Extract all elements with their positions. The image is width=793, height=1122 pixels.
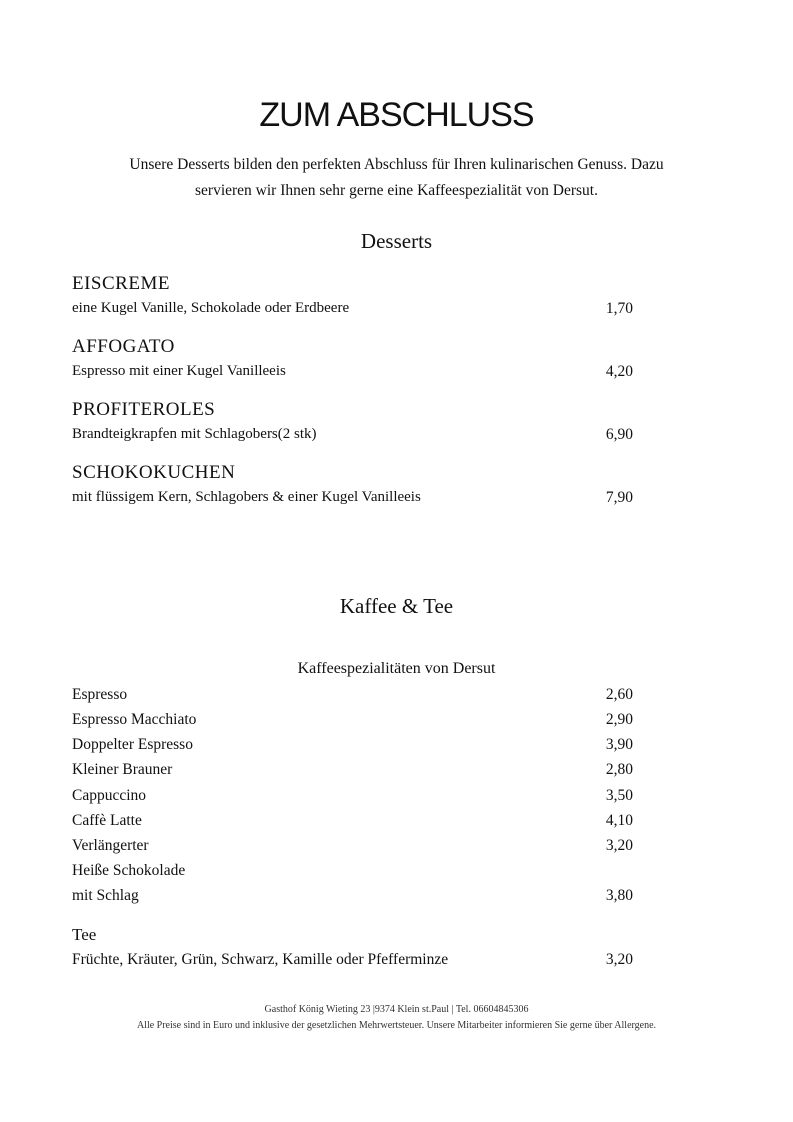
drink-name: Doppelter Espresso [72,736,193,753]
kaffee-subheading: Kaffeespezialitäten von Dersut [297,660,496,677]
dessert-name: AFFOGATO [72,336,175,357]
page-title: ZUM ABSCHLUSS [259,96,534,134]
drink-price: 2,60 [605,686,633,703]
intro-text [90,152,703,204]
drink-price: 3,20 [605,837,633,854]
tee-heading: Tee [72,925,97,944]
drink-name: Kleiner Brauner [72,761,173,778]
drink-price: 3,80 [605,887,633,904]
drink-name: Caffè Latte [72,812,142,829]
drink-name: Espresso [72,686,128,703]
dessert-price: 1,70 [605,300,633,317]
drink-price: 3,90 [605,736,633,753]
dessert-desc: Espresso mit einer Kugel Vanilleeis [72,363,286,379]
tee-price: 3,20 [605,951,633,968]
drink-price: 3,50 [605,787,633,804]
dessert-name: EISCREME [72,273,170,294]
drink-price: 4,10 [605,812,633,829]
dessert-name: PROFITEROLES [72,399,216,420]
drink-name: Cappuccino [72,787,147,804]
intro-line-2: servieren wir Ihnen sehr gerne eine Kaffeespezialität von Dersut. [195,182,598,199]
drink-price: 2,90 [605,711,633,728]
drink-name: Heiße Schokolade [72,862,186,879]
dessert-desc: eine Kugel Vanille, Schokolade oder Erdbeere [72,300,350,316]
dessert-name: SCHOKOKUCHEN [72,462,236,483]
drink-name: mit Schlag [72,887,139,904]
dessert-desc: Brandteigkrapfen mit Schlagobers(2 stk) [72,426,317,442]
footer-note: Alle Preise sind in Euro und inklusive der gesetzlichen Mehrwertsteuer. Unsere Mitarbeiter informieren Sie gerne über Allergene. [136,1020,657,1031]
dessert-price: 6,90 [605,426,633,443]
drink-name: Verlängerter [72,837,149,854]
desserts-heading: Desserts [360,229,433,253]
footer-address: Gasthof König Wieting 23 |9374 Klein st.Paul | Tel. 06604845306 [264,1004,529,1015]
dessert-price: 7,90 [605,489,633,506]
dessert-price: 4,20 [605,363,633,380]
drink-name: Espresso Macchiato [72,711,197,728]
intro-line-1: Unsere Desserts bilden den perfekten Abschluss für Ihren kulinarischen Genuss. Dazu [129,156,664,173]
tee-desc: Früchte, Kräuter, Grün, Schwarz, Kamille oder Pfefferminze [72,951,449,968]
drink-price: 2,80 [605,761,633,778]
kaffee-heading: Kaffee & Tee [339,594,454,618]
dessert-desc: mit flüssigem Kern, Schlagobers & einer Kugel Vanilleeis [72,489,421,505]
